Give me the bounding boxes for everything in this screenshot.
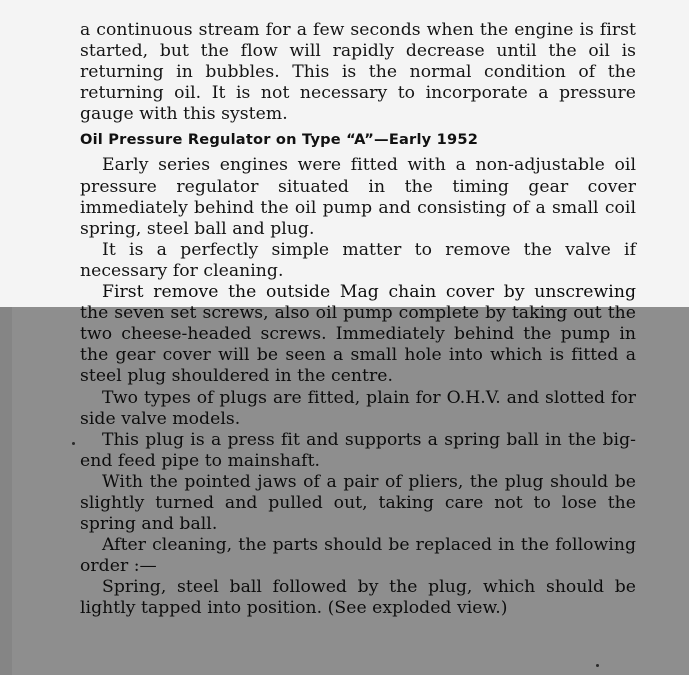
paragraph-intro: a continuous stream for a few seconds when the engine is first started, but the flow will rapidly decrease until the oil is returning in bubbles. This is the normal condition of the returning oil. It is not necessary to incorporate a pressure gauge with this system. <box>80 20 636 125</box>
section-heading: Oil Pressure Regulator on Type “A”—Early 1952 <box>80 131 479 149</box>
paragraph-after-cleaning: After cleaning, the parts should be replaced in the following order :— <box>80 535 636 577</box>
paragraph-press-fit: This plug is a press fit and supports a spring ball in the big-end feed pipe to mainshaft. <box>80 429 636 471</box>
paragraph-plug-types: Two types of plugs are fitted, plain for O.H.V. and slotted for side valve models. <box>80 387 636 429</box>
shaded-text-block <box>80 282 636 620</box>
print-speck <box>596 664 599 667</box>
paragraph-first-remove: First remove the outside Mag chain cover by unscrewing the seven set screws, also oil pump complete by taking out the two cheese-headed screws. Immediately behind the pump in the gear cover will be seen a small hole into which is fitted a steel plug shouldered in the centre. <box>80 282 636 387</box>
shaded-region-edge <box>0 307 12 675</box>
paragraph-pliers: With the pointed jaws of a pair of pliers, the plug should be slightly turned and pulled out, taking care not to lose the spring and ball. <box>80 471 636 535</box>
print-speck <box>72 442 75 445</box>
paragraph-spring-ball: Spring, steel ball followed by the plug, which should be lightly tapped into position. (See exploded view.) <box>80 577 636 619</box>
paragraph-remove-valve: It is a perfectly simple matter to remove the valve if necessary for cleaning. <box>80 239 636 281</box>
document-body <box>80 20 636 620</box>
paragraph-early-series: Early series engines were fitted with a non-adjustable oil pressure regulator situated in the timing gear cover immediately behind the oil pump and consisting of a small coil spring, steel ball and plug. <box>80 155 636 239</box>
